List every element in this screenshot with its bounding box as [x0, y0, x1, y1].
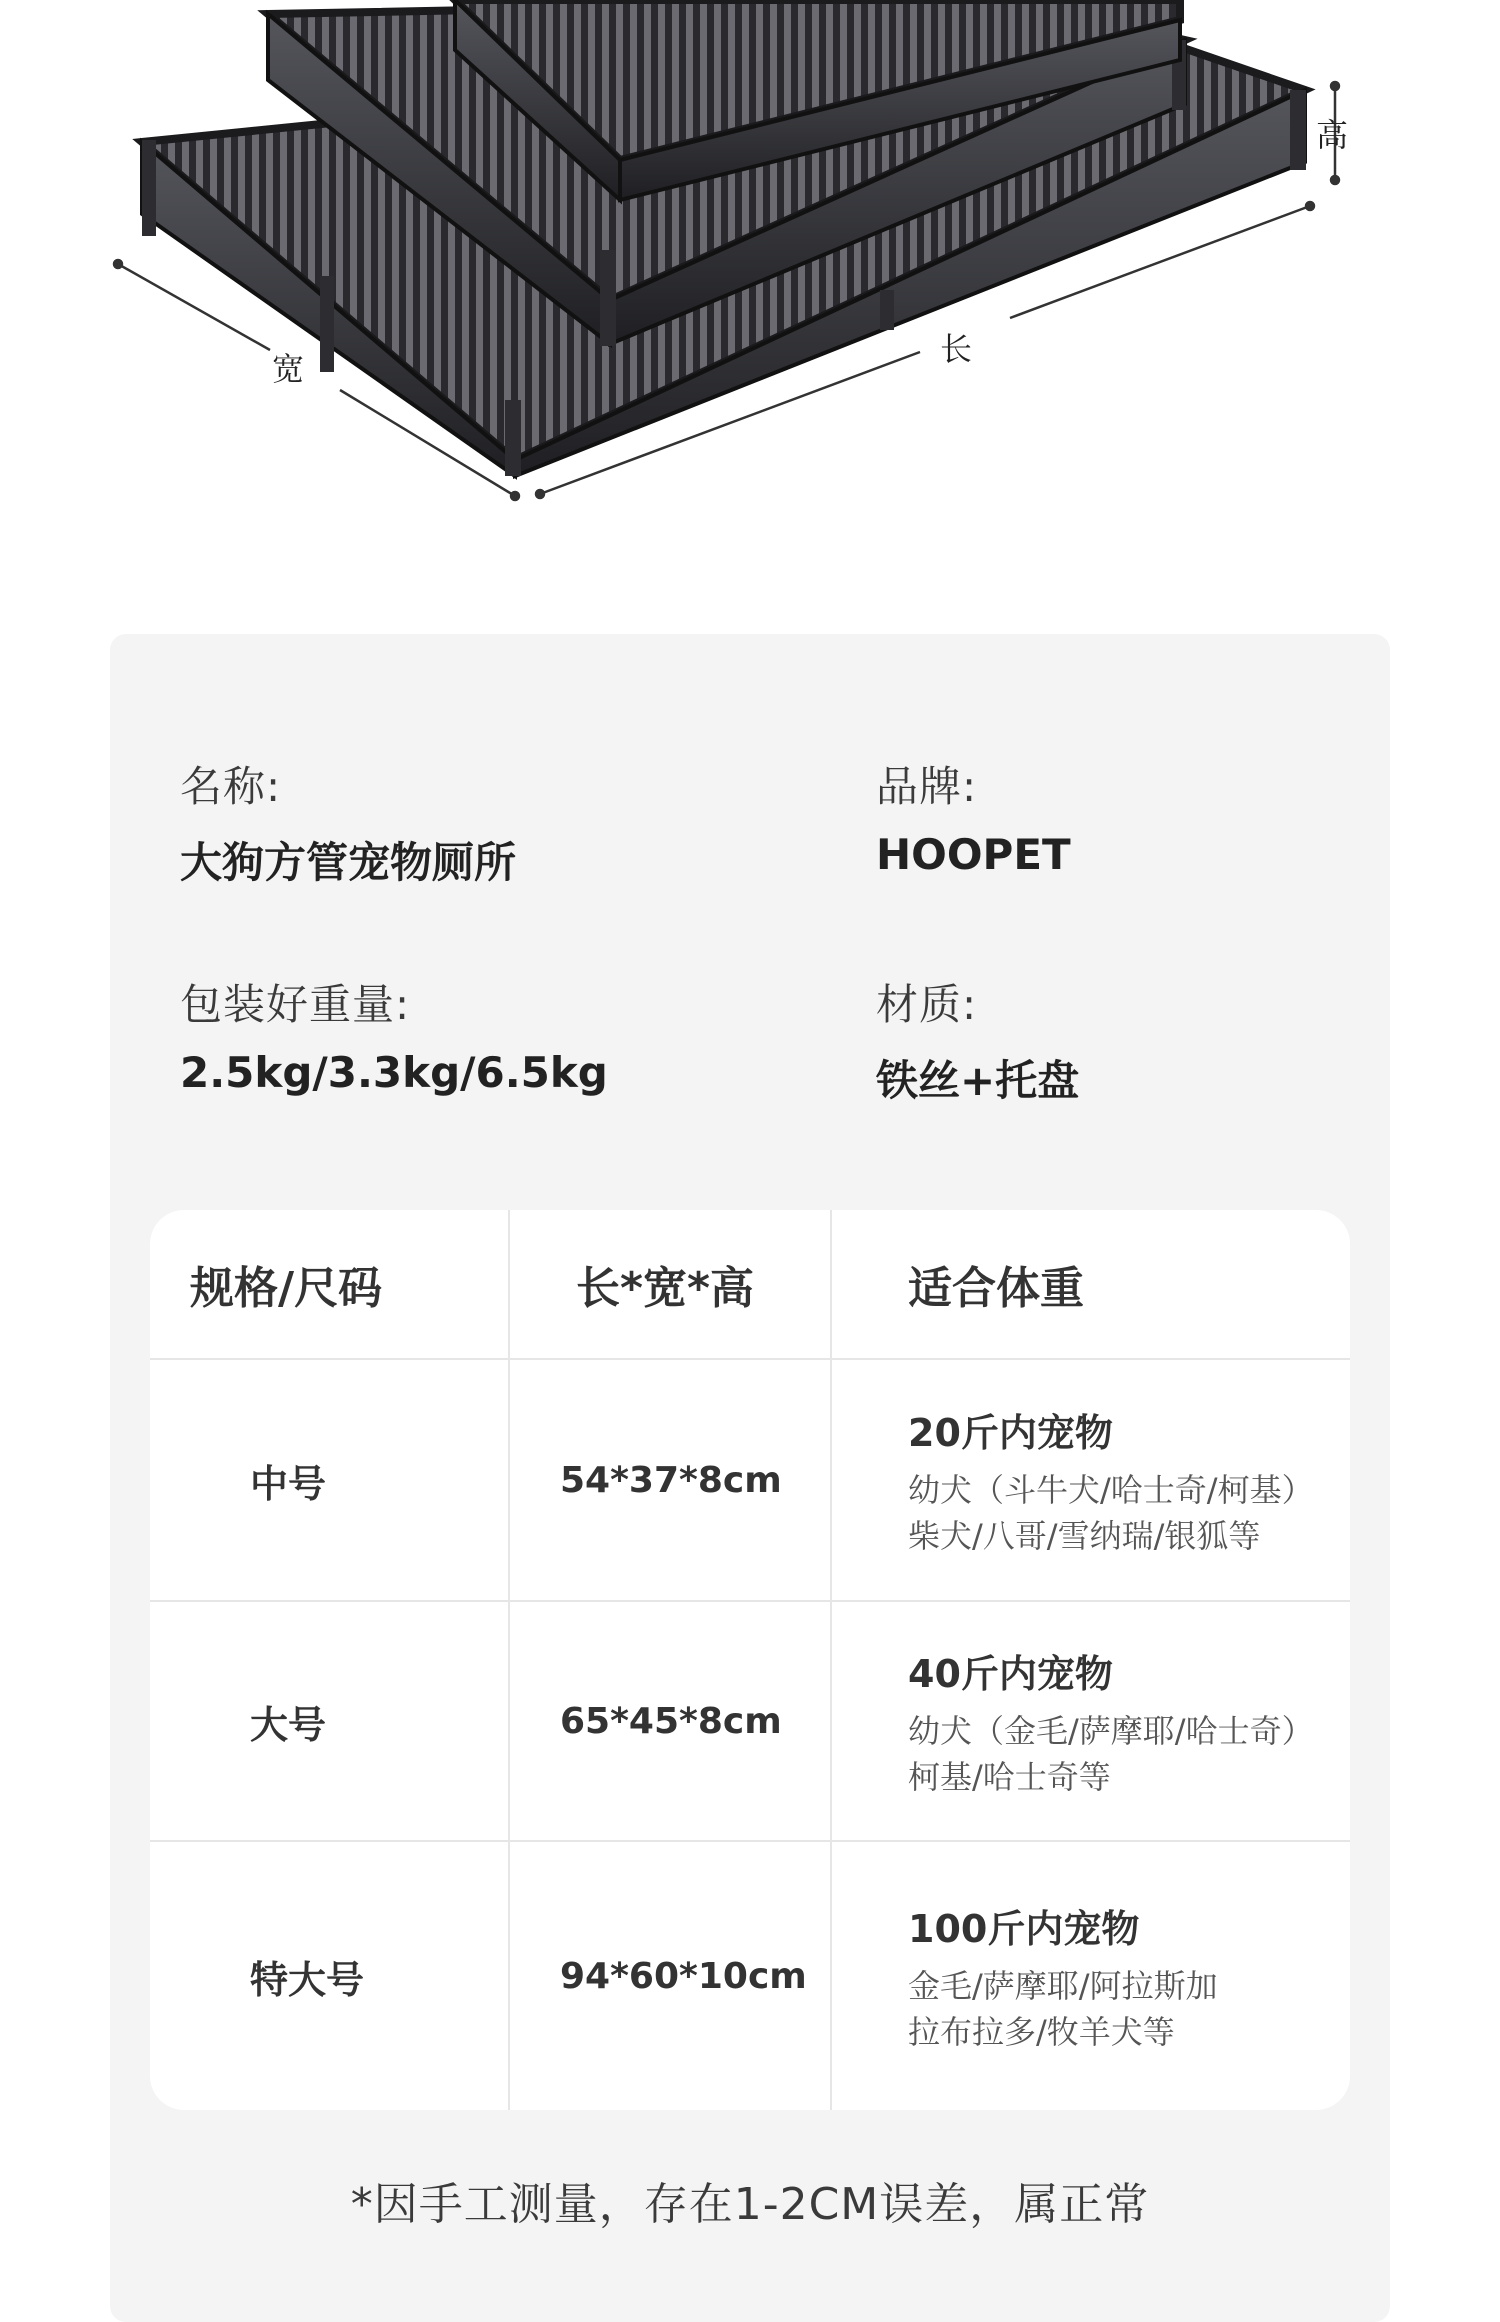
spec-card: [110, 634, 1390, 2322]
product-illustration: [0, 0, 1500, 560]
fit-weight-limit: 100斤内宠物: [908, 1906, 1140, 1951]
spec-brand: [876, 754, 1436, 879]
table-divider: [830, 1210, 832, 2110]
measurement-note: *因手工测量，存在1-2CM误差，属正常: [350, 2179, 1150, 2230]
fit-weight-limit: 20斤内宠物: [908, 1410, 1113, 1455]
spec-material-value: 铁丝+托盘: [876, 1056, 1080, 1105]
table-header-size: 规格/尺码: [190, 1263, 383, 1314]
spec-brand-label: 品牌:: [876, 762, 978, 811]
table-divider: [508, 1210, 510, 2110]
spec-brand-value: HOOPET: [876, 830, 1071, 879]
spec-material-label: 材质:: [876, 980, 978, 1029]
spec-name-value: 大狗方管宠物厕所: [180, 838, 517, 887]
fit-breeds-line: 拉布拉多/牧羊犬等: [908, 2012, 1175, 2051]
table-row-size: 大号: [250, 1702, 327, 1747]
spec-weight: [180, 972, 740, 1097]
fit-breeds-line: 柯基/哈士奇等: [908, 1757, 1111, 1796]
width-label: 宽: [272, 350, 305, 388]
spec-name: [180, 754, 740, 890]
table-row-dimensions: 94*60*10cm: [560, 1955, 807, 1997]
table-header-fit-weight: 适合体重: [908, 1263, 1084, 1314]
size-table: [150, 1210, 1350, 2110]
fit-breeds-line: 幼犬（斗牛犬/哈士奇/柯基）: [908, 1470, 1314, 1509]
table-row-fit: [908, 1360, 1350, 1600]
fit-breeds-line: 柴犬/八哥/雪纳瑞/银狐等: [908, 1516, 1261, 1555]
fit-weight-limit: 40斤内宠物: [908, 1651, 1113, 1696]
stacked-toilet-trays-image: [0, 0, 1500, 560]
table-row-dimensions: 54*37*8cm: [560, 1459, 782, 1501]
table-row-dimensions: 65*45*8cm: [560, 1700, 782, 1742]
fit-breeds-line: 金毛/萨摩耶/阿拉斯加: [908, 1966, 1218, 2005]
table-header-dimensions: 长*宽*高: [576, 1263, 755, 1314]
spec-name-label: 名称:: [180, 762, 282, 811]
height-label: 高: [1316, 116, 1349, 154]
fit-breeds-line: 幼犬（金毛/萨摩耶/哈士奇）: [908, 1711, 1314, 1750]
spec-weight-value: 2.5kg/3.3kg/6.5kg: [180, 1048, 608, 1097]
table-row-size: 中号: [250, 1461, 327, 1506]
spec-material: [876, 972, 1436, 1108]
length-label: 长: [940, 330, 973, 368]
table-row-size: 特大号: [250, 1957, 365, 2002]
table-row-fit: [908, 1602, 1350, 1840]
spec-weight-label: 包装好重量:: [180, 980, 411, 1029]
table-row-fit: [908, 1842, 1350, 2110]
